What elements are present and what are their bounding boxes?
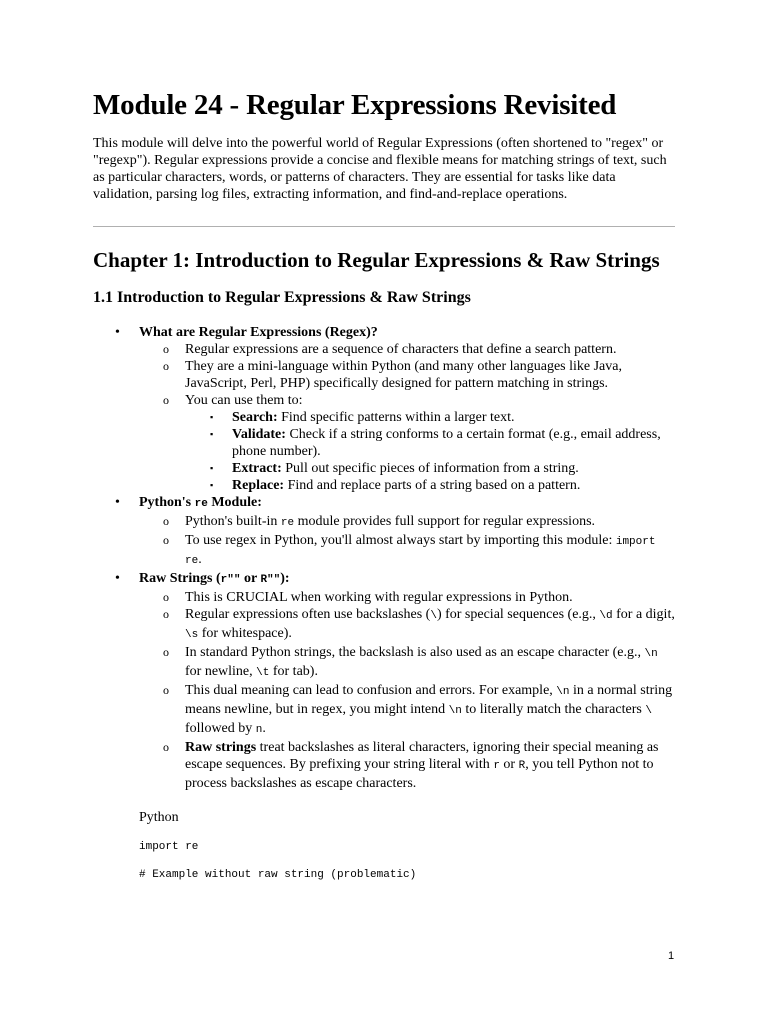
use-item-validate [185, 426, 675, 460]
circle-bullet-icon: o [163, 590, 169, 604]
page-content [93, 88, 675, 882]
circle-bullet-icon: o [163, 607, 169, 621]
square-bullet-icon: ▪ [210, 463, 214, 473]
uses-list [185, 409, 675, 494]
sub-list-item: o In standard Python strings, the backslash is also used as an escape character (e.g., \n for newline, \t for tab). [163, 645, 658, 679]
section-title: 1.1 Introduction to Regular Expressions & Raw Strings [93, 289, 471, 306]
use-label: Extract: [232, 461, 282, 476]
sub-list-item: o To use regex in Python, you'll almost always start by importing this module: import re. [163, 533, 656, 567]
bullet-icon: • [115, 325, 120, 340]
square-bullet-icon: ▪ [210, 429, 214, 439]
circle-bullet-icon: o [163, 533, 169, 547]
bullet-icon: • [115, 495, 120, 510]
sub-list-item [139, 392, 675, 494]
use-text: Find specific patterns within a larger text. [277, 410, 515, 425]
circle-bullet-icon: o [163, 683, 169, 697]
use-label: Validate: [232, 427, 286, 442]
circle-bullet-icon: o [163, 359, 169, 373]
intro-paragraph: This module will delve into the powerful world of Regular Expressions (often shortened to "regex" or "regexp"). Regular expressions provide a concise and flexible means for matching strings of text, such as particular characters, words, or patterns of characters. They are essential for tasks like data validation, parsing log files, extracting information, and find-and-replace operations. [93, 136, 667, 202]
use-text: Find and replace parts of a string based on a pattern. [284, 478, 581, 493]
use-item-extract [185, 460, 675, 477]
sub-list-item [139, 358, 675, 392]
list-item-raw-strings [93, 570, 675, 792]
list-item-heading: Python's re Module: [139, 495, 262, 510]
circle-bullet-icon: o [163, 740, 169, 754]
use-label: Search: [232, 410, 278, 425]
code-comment-line: # Example without raw string (problematic) [139, 869, 417, 881]
circle-bullet-icon: o [163, 514, 169, 528]
sub-item-text: They are a mini-language within Python (and many other languages like Java, JavaScript, Perl, PHP) specifically designed for pattern matching in strings. [185, 359, 622, 391]
module-title: Module 24 - Regular Expressions Revisited [93, 89, 617, 121]
chapter-title: Chapter 1: Introduction to Regular Expressions & Raw Strings [93, 248, 660, 272]
list-item-what-are-regex [93, 324, 675, 494]
sub-list-item: o This is CRUCIAL when working with regular expressions in Python. [163, 590, 573, 605]
list-item-heading: What are Regular Expressions (Regex)? [139, 325, 378, 340]
use-label: Replace: [232, 478, 285, 493]
use-item-replace [185, 477, 675, 494]
code-language-label: Python [139, 810, 179, 825]
sub-list [139, 513, 675, 570]
circle-bullet-icon: o [163, 342, 169, 356]
list-item-heading: Raw Strings (r"" or R""): [139, 571, 290, 586]
horizontal-divider [93, 226, 675, 227]
sub-list-item [139, 341, 675, 358]
sub-list-item: o Python's built-in re module provides full support for regular expressions. [163, 514, 596, 529]
main-bullet-list [93, 324, 675, 792]
bullet-icon: • [115, 571, 120, 586]
list-item-re-module [93, 494, 675, 570]
code-line: import re [139, 841, 199, 853]
square-bullet-icon: ▪ [210, 480, 214, 490]
sub-list [139, 341, 675, 494]
sub-list-item: o Raw strings treat backslashes as literal characters, ignoring their special meaning as escape sequences. By prefixing your string literal with r or R, you tell Python not to process backslashes as escape characters. [163, 740, 659, 791]
sub-item-text: Regular expressions are a sequence of characters that define a search pattern. [185, 342, 617, 357]
sub-list [139, 589, 675, 792]
square-bullet-icon: ▪ [210, 412, 214, 422]
sub-item-text: You can use them to: [185, 393, 303, 408]
use-text: Pull out specific pieces of information from a string. [281, 461, 579, 476]
use-item-search [185, 409, 675, 426]
page-number: 1 [668, 950, 675, 962]
circle-bullet-icon: o [163, 645, 169, 659]
circle-bullet-icon: o [163, 393, 169, 407]
sub-list-item: o This dual meaning can lead to confusion and errors. For example, \n in a normal string means newline, but in regex, you might intend \n to literally match the characters \ followed by n. [163, 683, 673, 736]
use-text: Check if a string conforms to a certain format (e.g., email address, phone number). [232, 427, 661, 459]
sub-list-item: o Regular expressions often use backslashes (\) for special sequences (e.g., \d for a digit, \s for whitespace). [163, 607, 675, 641]
